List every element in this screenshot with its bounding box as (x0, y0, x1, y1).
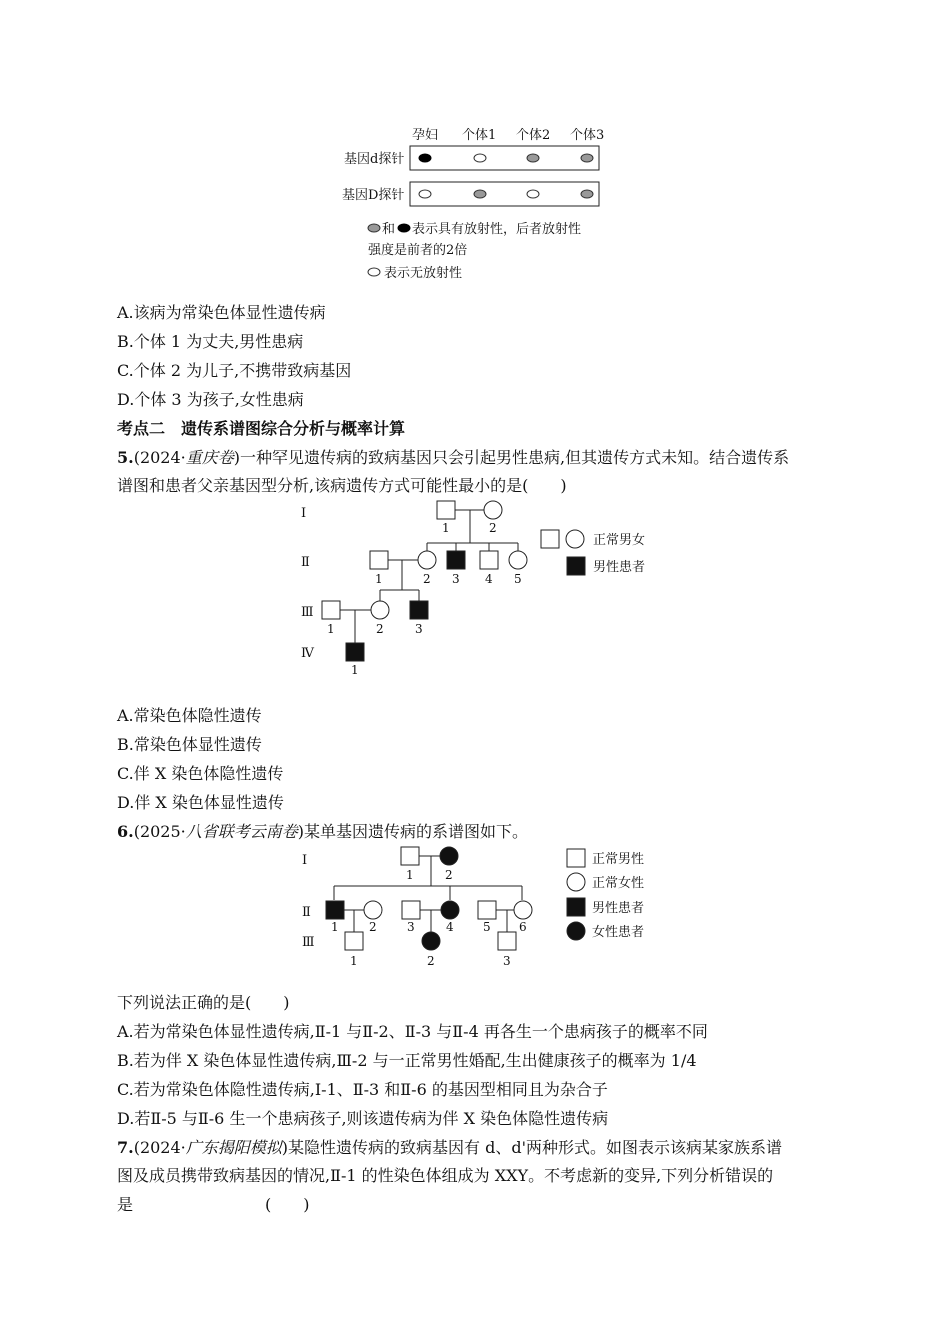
q6-num-I2: 2 (445, 868, 453, 882)
q7-stem-line3 (117, 1195, 310, 1215)
q6-I1-male (401, 847, 419, 865)
q5-III3-affected-male (410, 601, 428, 619)
weak-signal-dot (474, 190, 486, 198)
q6-III1-male (345, 932, 363, 950)
weak-signal-dot (581, 190, 593, 198)
q6-option-b: B.若为伴 X 染色体显性遗传病,Ⅲ-2 与一正常男性婚配,生出健康孩子的概率为 1/4 (117, 1051, 697, 1070)
q6-legend-label-2: 男性患者 (592, 901, 645, 916)
q6-num-III2: 2 (427, 954, 435, 968)
q5-option-d: D.伴 X 染色体显性遗传 (117, 793, 284, 812)
q6-num-III3: 3 (503, 954, 511, 968)
q5-num-III2: 2 (376, 622, 384, 636)
q6-III3-male (498, 932, 516, 950)
q5-num-II4: 4 (485, 572, 493, 586)
q7-stem-line2: 图及成员携带致病基因的情况,Ⅱ-1 的性染色体组成为 XXY。不考虑新的变异,下列分析错误的 (117, 1166, 774, 1185)
q6-legend-normal-male (567, 849, 585, 867)
section-heading: 考点二 遗传系谱图综合分析与概率计算 (117, 419, 406, 438)
q5-I1-male (437, 501, 455, 519)
q6-number: 6. (117, 822, 134, 841)
q5-pedigree (295, 495, 665, 680)
q5-II3-affected-male (447, 551, 465, 569)
q6-II4-affected-female (441, 901, 459, 919)
q5-num-II5: 5 (514, 572, 522, 586)
legend-line2: 强度是前者的2倍 (368, 243, 468, 258)
q5-option-a: A.常染色体隐性遗传 (117, 706, 262, 725)
q6-gen-I: Ⅰ (302, 853, 308, 868)
probe-row-D-box (410, 182, 599, 206)
q7-stem-line3-a: 是 (117, 1195, 134, 1214)
q5-legend-affected-label: 男性患者 (593, 560, 646, 575)
q7-source: 广东揭阳模拟 (185, 1138, 282, 1157)
q5-legend-normal-male (541, 530, 559, 548)
q7-stem-rest: )某隐性遗传病的致病基因有 d、d'两种形式。如图表示该病某家族系谱 (281, 1138, 782, 1157)
q6-num-III1: 1 (350, 954, 358, 968)
q5-num-IV1: 1 (351, 663, 359, 677)
q6-option-d: D.若Ⅱ-5 与Ⅱ-6 生一个患病孩子,则该遗传病为伴 X 染色体隐性遗传病 (117, 1109, 609, 1128)
weak-signal-dot (581, 154, 593, 162)
q6-legend-affected-female (567, 922, 585, 940)
q7-stem-line1 (117, 1138, 782, 1158)
legend-strong-dot (398, 224, 410, 232)
q5-num-II1: 1 (375, 572, 383, 586)
q5-stem-line2: 谱图和患者父亲基因型分析,该病遗传方式可能性最小的是( ) (117, 476, 567, 495)
q5-stem-rest: )一种罕见遗传病的致病基因只会引起男性患病,但其遗传方式未知。结合遗传系 (233, 448, 790, 467)
q6-num-II1: 1 (331, 920, 339, 934)
q7-answer-paren: ( ) (265, 1195, 310, 1214)
probe-col-1: 个体1 (462, 128, 497, 143)
q6-pedigree (295, 840, 665, 975)
q6-num-II4: 4 (446, 920, 454, 934)
q6-III2-affected-female (422, 932, 440, 950)
q6-gen-II: Ⅱ (302, 905, 311, 920)
q5-num-I2: 2 (489, 521, 497, 535)
q4-option-d: D.个体 3 为孩子,女性患病 (117, 390, 304, 409)
legend-and: 和 (382, 222, 396, 237)
q5-stem-line1 (117, 448, 789, 468)
probe-col-3: 个体3 (570, 128, 605, 143)
q6-stem-rest: )某单基因遗传病的系谱图如下。 (297, 822, 529, 841)
q6-legend-label-0: 正常男性 (592, 852, 645, 867)
q6-II2-female (364, 901, 382, 919)
q5-II4-male (480, 551, 498, 569)
q5-gen-I: Ⅰ (301, 506, 307, 521)
probe-figure (330, 120, 630, 290)
q7-number: 7. (117, 1138, 134, 1157)
q5-option-b: B.常染色体显性遗传 (117, 735, 262, 754)
q5-num-III3: 3 (415, 622, 423, 636)
probe-row-D-label: 基因D探针 (342, 188, 405, 203)
q6-legend-label-3: 女性患者 (592, 925, 645, 940)
q5-I2-female (484, 501, 502, 519)
q5-II5-female (509, 551, 527, 569)
q5-option-c: C.伴 X 染色体隐性遗传 (117, 764, 284, 783)
q6-option-c: C.若为常染色体隐性遗传病,Ⅰ-1、Ⅱ-3 和Ⅱ-6 的基因型相同且为杂合子 (117, 1080, 608, 1099)
q6-num-II3: 3 (407, 920, 415, 934)
q6-stem: 下列说法正确的是( ) (117, 993, 290, 1012)
legend-line1: 表示具有放射性，后者放射性 (412, 222, 582, 237)
q5-legend-normal-label: 正常男女 (593, 533, 646, 548)
weak-signal-dot (527, 154, 539, 162)
legend-no-dot (368, 268, 380, 276)
q5-IV1-affected-male (346, 643, 364, 661)
q5-num-II3: 3 (452, 572, 460, 586)
q5-III1-male (322, 601, 340, 619)
q5-num-II2: 2 (423, 572, 431, 586)
q5-num-I1: 1 (442, 521, 450, 535)
q6-II5-male (478, 901, 496, 919)
strong-signal-dot (419, 154, 431, 162)
q6-num-I1: 1 (406, 868, 414, 882)
q7-src-open: (2024· (133, 1138, 186, 1157)
probe-row-d-box (410, 146, 599, 170)
q6-legend-label-1: 正常女性 (592, 876, 645, 891)
q5-gen-III: Ⅲ (301, 605, 314, 620)
q5-legend-affected-male (567, 557, 585, 575)
legend-line3: 表示无放射性 (384, 266, 463, 281)
q6-source: 八省联考云南卷 (185, 822, 298, 841)
q6-legend-normal-female (567, 873, 585, 891)
q4-option-c: C.个体 2 为儿子,不携带致病基因 (117, 361, 352, 380)
q6-src-open: (2025· (133, 822, 186, 841)
q6-legend-affected-male (567, 898, 585, 916)
q5-II2-female (418, 551, 436, 569)
q5-num-III1: 1 (327, 622, 335, 636)
q6-II1-affected-male (326, 901, 344, 919)
no-signal-dot (419, 190, 431, 198)
q6-stem-line1 (117, 822, 528, 842)
q5-gen-IV: Ⅳ (301, 646, 314, 661)
q5-III2-female (371, 601, 389, 619)
no-signal-dot (474, 154, 486, 162)
q6-option-a: A.若为常染色体显性遗传病,Ⅱ-1 与Ⅱ-2、Ⅱ-3 与Ⅱ-4 再各生一个患病孩子的概率不同 (117, 1022, 708, 1041)
probe-row-d-label: 基因d探针 (344, 152, 405, 167)
q5-src-open: (2024· (133, 448, 186, 467)
q6-num-II5: 5 (483, 920, 491, 934)
q6-II6-female (514, 901, 532, 919)
q5-source: 重庆卷 (185, 448, 234, 467)
q6-num-II2: 2 (369, 920, 377, 934)
probe-col-2: 个体2 (516, 128, 551, 143)
q5-gen-II: Ⅱ (301, 555, 310, 570)
q4-option-b: B.个体 1 为丈夫,男性患病 (117, 332, 304, 351)
q4-option-a: A.该病为常染色体显性遗传病 (117, 303, 326, 322)
probe-col-pregnant: 孕妇 (412, 128, 439, 143)
q5-number: 5. (117, 448, 134, 467)
no-signal-dot (527, 190, 539, 198)
q5-legend-normal-female (566, 530, 584, 548)
q6-num-II6: 6 (519, 920, 527, 934)
q6-gen-III: Ⅲ (302, 935, 315, 950)
legend-weak-dot (368, 224, 380, 232)
q5-II1-male (370, 551, 388, 569)
q6-II3-male (402, 901, 420, 919)
q6-I2-affected-female (440, 847, 458, 865)
